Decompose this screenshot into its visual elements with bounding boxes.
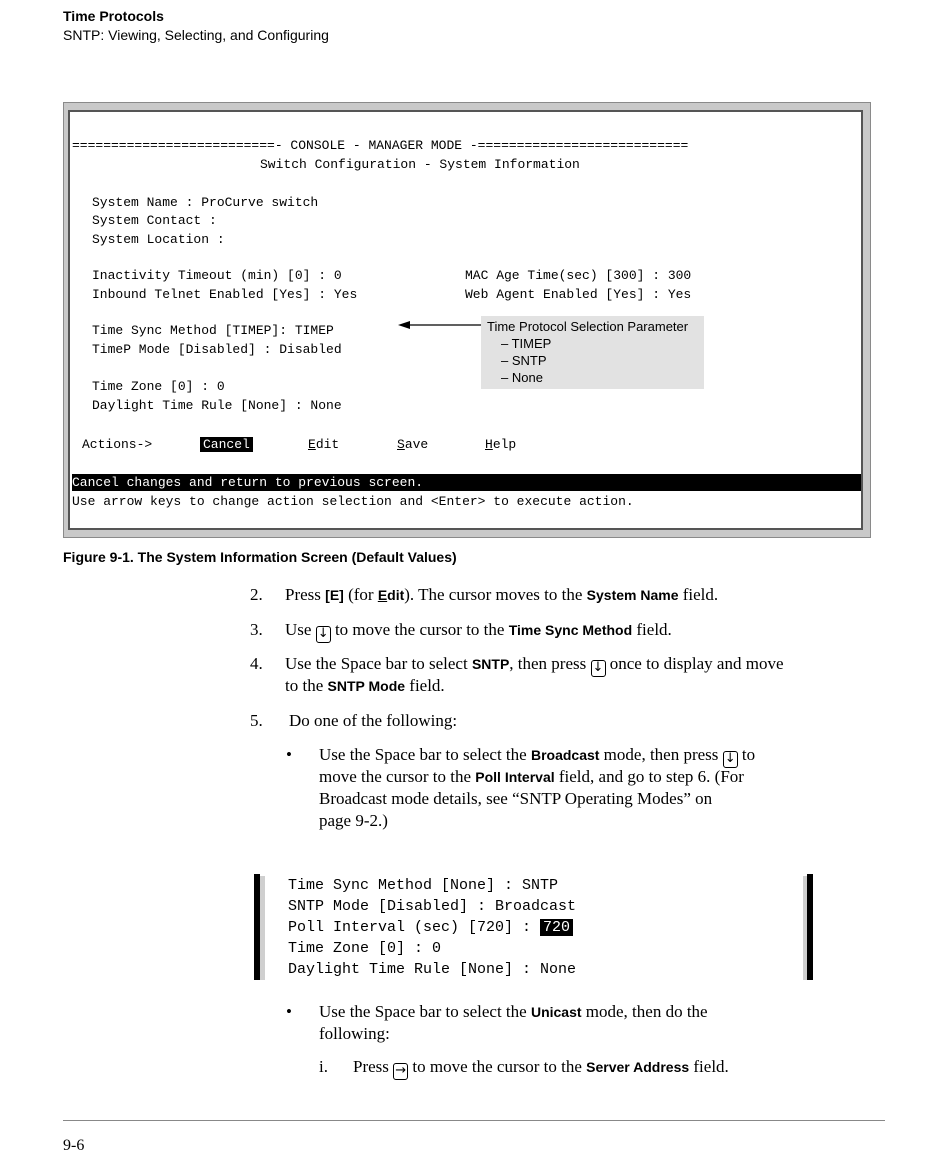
- step-3-number: 3.: [250, 620, 263, 639]
- web-agent-field[interactable]: Web Agent Enabled [Yes] : Yes: [465, 287, 692, 302]
- system-name-field[interactable]: System Name : ProCurve switch: [92, 195, 319, 210]
- step-4-number: 4.: [250, 654, 263, 673]
- down-arrow-key-icon: ↓: [591, 660, 606, 677]
- save-action[interactable]: Save: [397, 437, 429, 452]
- system-contact-field[interactable]: System Contact :: [92, 213, 217, 228]
- bullet-broadcast-line2: move the cursor to the Poll Interval field, and go to step 6. (For: [319, 767, 744, 786]
- snippet-right-border: [807, 874, 813, 980]
- page-number: 9-6: [63, 1137, 85, 1154]
- callout-option-none: – None: [501, 370, 543, 385]
- snippet-time-sync-method[interactable]: Time Sync Method [None] : SNTP: [288, 877, 559, 894]
- step-3-text: Use ↓ to move the cursor to the Time Sync Method field.: [285, 620, 672, 641]
- down-arrow-key-icon: ↓: [316, 626, 331, 643]
- substep-i-number: i.: [319, 1057, 328, 1076]
- time-zone-field[interactable]: Time Zone [0] : 0: [92, 379, 225, 394]
- console-screen-title: Switch Configuration - System Information: [260, 157, 580, 172]
- bullet-broadcast-mark: •: [286, 745, 292, 764]
- step-5-text: Do one of the following:: [289, 711, 458, 730]
- edit-action[interactable]: Edit: [308, 437, 340, 452]
- callout-option-timep: – TIMEP: [501, 336, 552, 351]
- step-4-text: Use the Space bar to select SNTP, then press ↓ once to display and move: [285, 654, 784, 675]
- bullet-broadcast-line4: page 9-2.): [319, 811, 388, 830]
- bullet-unicast-line1: Use the Space bar to select the Unicast mode, then do the: [319, 1002, 708, 1021]
- inactivity-timeout-field[interactable]: Inactivity Timeout (min) [0] : 0: [92, 268, 342, 283]
- system-location-field[interactable]: System Location :: [92, 232, 225, 247]
- figure-caption: Figure 9-1. The System Information Screen (Default Values): [63, 549, 457, 565]
- console-banner: ==========================- CONSOLE - MANAGER MODE -===========================: [72, 138, 689, 153]
- callout-box: [481, 316, 704, 389]
- hint-line: Use arrow keys to change action selection and <Enter> to execute action.: [72, 494, 634, 509]
- daylight-time-rule-field[interactable]: Daylight Time Rule [None] : None: [92, 398, 342, 413]
- status-line: Cancel changes and return to previous screen.: [72, 475, 424, 490]
- running-header-title: Time Protocols: [63, 8, 164, 24]
- footer-rule: [63, 1120, 885, 1121]
- step-2-text: Press [E] (for Edit). The cursor moves to the System Name field.: [285, 585, 719, 604]
- poll-interval-value[interactable]: 720: [540, 919, 573, 936]
- timep-mode-field[interactable]: TimeP Mode [Disabled] : Disabled: [92, 342, 342, 357]
- snippet-left-shade: [260, 876, 265, 980]
- bullet-unicast-mark: •: [286, 1002, 292, 1021]
- time-sync-method-field[interactable]: Time Sync Method [TIMEP]: TIMEP: [92, 323, 334, 338]
- step-5-number: 5.: [250, 711, 263, 730]
- callout-option-sntp: – SNTP: [501, 353, 547, 368]
- snippet-time-zone[interactable]: Time Zone [0] : 0: [288, 940, 442, 957]
- snippet-poll-interval[interactable]: Poll Interval (sec) [720] : 720: [288, 919, 573, 936]
- help-action[interactable]: Help: [485, 437, 517, 452]
- right-arrow-key-icon: →: [393, 1063, 408, 1080]
- bullet-unicast-line2: following:: [319, 1024, 390, 1043]
- mac-age-time-field[interactable]: MAC Age Time(sec) [300] : 300: [465, 268, 692, 283]
- running-header-subtitle: SNTP: Viewing, Selecting, and Configuring: [63, 27, 329, 43]
- actions-label: Actions->: [82, 437, 153, 452]
- cancel-action[interactable]: [200, 437, 253, 452]
- callout-title: Time Protocol Selection Parameter: [487, 319, 689, 334]
- snippet-sntp-mode[interactable]: SNTP Mode [Disabled] : Broadcast: [288, 898, 577, 915]
- cancel-action-label: Cancel: [200, 437, 253, 452]
- bullet-broadcast-line3: Broadcast mode details, see “SNTP Operating Modes” on: [319, 789, 713, 808]
- callout-arrow-icon: [398, 320, 483, 330]
- inbound-telnet-field[interactable]: Inbound Telnet Enabled [Yes] : Yes: [92, 287, 358, 302]
- substep-i-text: Press → to move the cursor to the Server Address field.: [353, 1057, 729, 1078]
- down-arrow-key-icon: ↓: [723, 751, 738, 768]
- bullet-broadcast-line1: Use the Space bar to select the Broadcast mode, then press ↓ to: [319, 745, 756, 766]
- snippet-daylight-time-rule[interactable]: Daylight Time Rule [None] : None: [288, 961, 577, 978]
- step-4-text-cont: to the SNTP Mode field.: [285, 676, 445, 695]
- step-2-number: 2.: [250, 585, 263, 604]
